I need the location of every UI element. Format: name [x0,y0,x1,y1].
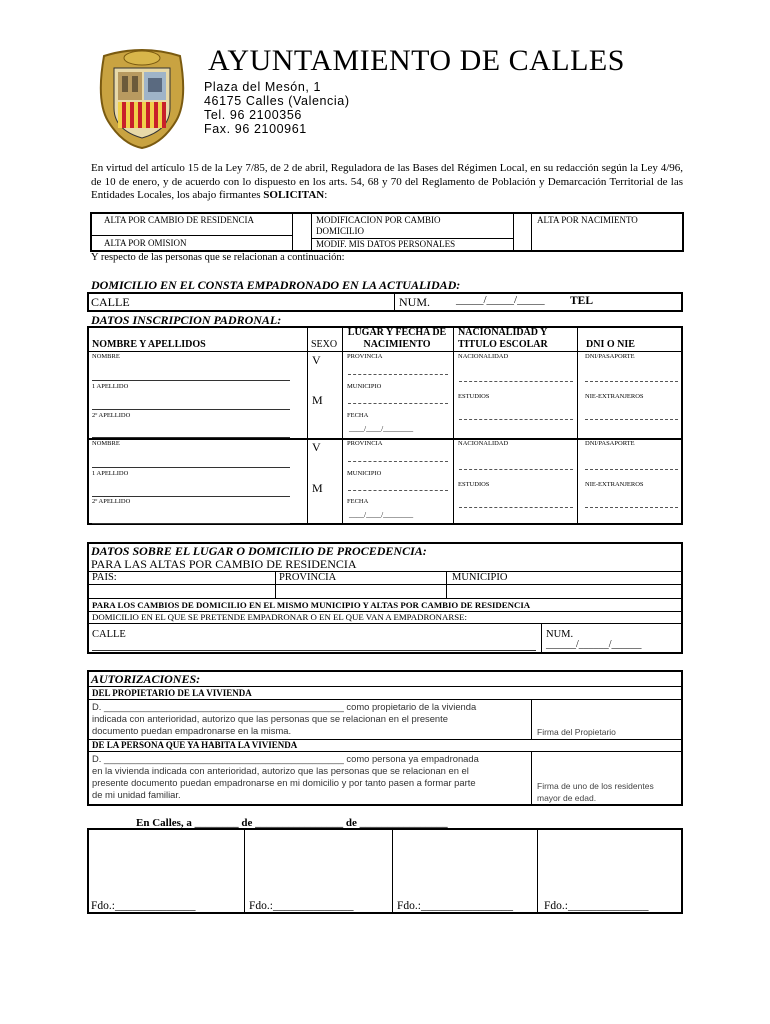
nacionalidad-label: NACIONALIDAD [458,353,509,360]
solicitan-label: SOLICITAN [263,189,325,201]
nombre-input[interactable] [92,467,290,468]
sexo-m-option[interactable]: M [312,393,323,407]
municipio-input[interactable] [348,403,448,404]
nie-input[interactable] [585,419,678,420]
propietario-line: indicada con anterioridad, autorizo que las personas que se relacionan en el presente [92,713,448,724]
domicilio-row [87,292,683,312]
fecha-input[interactable]: ____/____/________ [349,510,414,519]
fdo-label: Fdo.:______________ [91,900,196,912]
fecha-label: FECHA [347,412,369,419]
respecto-text: Y respecto de las personas que se relacionan a continuación: [91,252,345,263]
sexo-m-option[interactable]: M [312,481,323,495]
calle-label: CALLE [92,629,126,640]
municipio-label: MUNICIPIO [347,383,382,390]
dni-label: DNI/PASAPORTE [585,353,635,360]
estudios-input[interactable] [459,507,573,508]
en-calles-line[interactable]: En Calles, a ________ de ________________ de ________________ [136,817,448,829]
provincia-input[interactable] [348,374,448,375]
autorizaciones-heading: AUTORIZACIONES: [91,672,201,686]
firma-residentes-box[interactable] [532,752,681,804]
date-field[interactable]: _____/_____/_____ [456,294,545,306]
procedencia-subheading: PARA LAS ALTAS POR CAMBIO DE RESIDENCIA [91,557,357,571]
propietario-text [92,701,528,737]
apellido1-input[interactable] [92,409,290,410]
nombre-input[interactable] [92,380,290,381]
apellido1-label: 1 APELLIDO [92,383,129,390]
calle-input[interactable] [92,650,536,651]
apellido2-input[interactable] [92,437,290,438]
nacionalidad-input[interactable] [459,469,573,470]
num-input[interactable]: ______/______/______ [546,639,642,650]
propietario-line: D. ______________________________________________ como propietario de la vivienda [92,701,477,712]
pais-input[interactable] [89,585,274,597]
habita-line: de mi unidad familiar. [92,789,181,800]
option-alta-omision[interactable]: ALTA POR OMISION [104,238,187,248]
procedencia-heading: DATOS SOBRE EL LUGAR O DOMICILIO DE PROCEDENCIA: [91,544,427,558]
domicilio-pretende-label: DOMICILIO EN EL QUE SE PRETENDE EMPADRONAR O EN EL QUE VAN A EMPADRONARSE: [92,612,467,622]
option-modif-datos[interactable]: MODIF. MIS DATOS PERSONALES [316,239,456,249]
col-header-lugar: LUGAR Y FECHA DE NACIMIENTO [347,327,447,350]
option-alta-nacimiento[interactable]: ALTA POR NACIMIENTO [537,215,638,225]
apellido2-label: 2º APELLIDO [92,498,131,505]
nie-label: NIE-EXTRANJEROS [585,393,644,400]
fdo-label: Fdo.:______________ [249,900,354,912]
habita-heading: DE LA PERSONA QUE YA HABITA LA VIVIENDA [92,740,298,750]
sexo-v-option[interactable]: V [312,353,321,367]
apellido1-input[interactable] [92,496,290,497]
coat-of-arms-logo [96,46,188,150]
propietario-line: documento puedan empadronarse en la misma. [92,725,292,736]
propietario-heading: DEL PROPIETARIO DE LA VIVIENDA [92,688,252,698]
col-header-nombre: NOMBRE Y APELLIDOS [92,339,206,350]
intro-text: En virtud del artículo 15 de la Ley 7/85, de 2 de abril, Reguladora de las Bases del Régimen Local, en su redacción según la Ley 4/96, de 10 de enero, y de acuerdo con lo dispuesto en los arts. 54, 68 y 70 del Reglamento de Población y Demarcación Territorial de las Entidades Locales, los abajo firmantes [91,162,683,201]
firma-propietario-box[interactable] [532,700,681,738]
nie-label: NIE-EXTRANJEROS [585,481,644,488]
provincia-input[interactable] [276,585,445,597]
firma-residentes-line: mayor de edad. [537,793,597,803]
num-label: NUM. [546,629,574,640]
apellido1-label: 1 APELLIDO [92,470,129,477]
provincia-input[interactable] [348,461,448,462]
col-header-nacionalidad: NACIONALIDAD Y TITULO ESCOLAR [458,327,548,350]
intro-colon: : [324,189,328,201]
municipio-input[interactable] [348,490,448,491]
firma-propietario-label: Firma del Propietario [537,727,616,737]
address-line: 46175 Calles (Valencia) [204,94,350,108]
sexo-v-option[interactable]: V [312,440,321,454]
dni-label: DNI/PASAPORTE [585,440,635,447]
padronal-heading: DATOS INSCRIPCION PADRONAL: [91,313,282,327]
address-line: Fax. 96 2100961 [204,122,307,136]
calle-label: CALLE [91,295,130,309]
address-line: Tel. 96 2100356 [204,108,302,122]
fecha-input[interactable]: ____/____/________ [349,424,414,433]
provincia-label: PROVINCIA [347,440,383,447]
cambios-label: PARA LOS CAMBIOS DE DOMICILIO EN EL MISMO MUNICIPIO Y ALTAS POR CAMBIO DE RESIDENCIA [92,600,531,610]
option-alta-cambio-residencia[interactable]: ALTA POR CAMBIO DE RESIDENCIA [104,215,254,225]
fecha-label: FECHA [347,498,369,505]
address-block [204,80,350,136]
nie-input[interactable] [585,507,678,508]
fdo-label: Fdo.:______________ [544,900,649,912]
tel-label: TEL [570,295,594,307]
firma-residentes-line: Firma de uno de los residentes [537,781,654,791]
page-title: AYUNTAMIENTO DE CALLES [208,44,625,77]
nacionalidad-input[interactable] [459,381,573,382]
col-header-sexo: SEXO [311,339,338,350]
habita-line: D. ______________________________________________ como persona ya empadronada [92,753,479,764]
nacionalidad-label: NACIONALIDAD [458,440,509,447]
habita-text [92,753,528,801]
num-label: NUM. [399,295,431,309]
municipio-label: MUNICIPIO [347,470,382,477]
col-header-dni: DNI O NIE [586,339,635,350]
intro-paragraph [91,162,683,203]
nombre-label: NOMBRE [92,440,120,447]
habita-line: en la vivienda indicada con anterioridad, autorizo que las personas que se relacionan en el [92,765,469,776]
municipio-label: MUNICIPIO [452,572,508,583]
fdo-label: Fdo.:________________ [397,900,513,912]
dni-input[interactable] [585,469,678,470]
option-modificacion-domicilio[interactable]: MODIFICACION POR CAMBIO DOMICILIO [316,215,441,236]
apellido2-input[interactable] [92,523,290,524]
estudios-input[interactable] [459,419,573,420]
address-line: Plaza del Mesón, 1 [204,80,322,94]
nombre-label: NOMBRE [92,353,120,360]
provincia-label: PROVINCIA [279,572,337,583]
habita-line: presente documento puedan empadronarse en mi domicilio y por tanto pasen a formar parte [92,777,476,788]
pais-label: PAIS: [92,572,117,583]
estudios-label: ESTUDIOS [458,393,490,400]
municipio-input[interactable] [447,585,681,597]
estudios-label: ESTUDIOS [458,481,490,488]
dni-input[interactable] [585,381,678,382]
provincia-label: PROVINCIA [347,353,383,360]
domicilio-heading: DOMICILIO EN EL CONSTA EMPADRONADO EN LA ACTUALIDAD: [91,278,461,292]
apellido2-label: 2º APELLIDO [92,412,131,419]
